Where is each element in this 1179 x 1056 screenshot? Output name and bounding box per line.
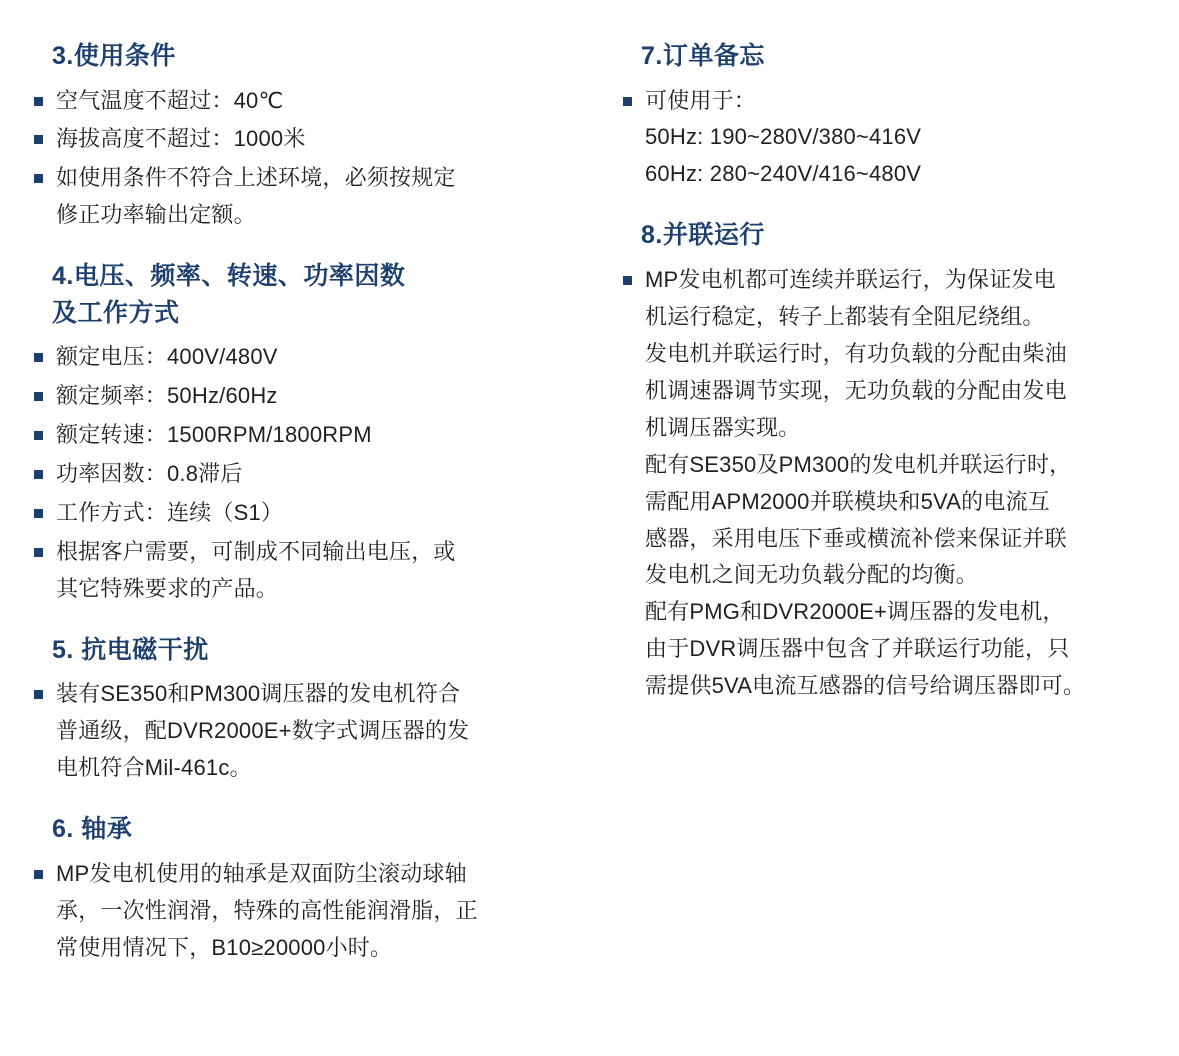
list-item-line: 装有SE350和PM300调压器的发电机符合: [56, 681, 461, 707]
list-item-line: 空气温度不超过：40℃: [56, 87, 284, 113]
list-item: [619, 83, 1164, 194]
section-list-8: [619, 262, 1164, 705]
section-list-3: [30, 83, 575, 235]
list-item: [30, 378, 575, 415]
list-item: [619, 262, 1164, 705]
list-item-line: 额定电压：400V/480V: [56, 344, 278, 370]
section-heading-3: 3.使用条件: [52, 42, 176, 70]
list-item-line: 普通级，配DVR2000E+数字式调压器的发: [56, 718, 470, 744]
two-column-layout: [30, 40, 1149, 969]
list-item-line: 承，一次性润滑，特殊的高性能润滑脂，正: [56, 897, 478, 923]
section-heading-5: 5. 抗电磁干扰: [52, 635, 209, 664]
list-item-line: 配有PMG和DVR2000E+调压器的发电机，: [645, 599, 1065, 625]
list-item: [30, 417, 575, 454]
list-item-line: 50Hz: 190~280V/380~416V: [645, 124, 922, 150]
right-column: [619, 40, 1164, 707]
list-item: [30, 121, 575, 158]
list-item-line: 可使用于：: [645, 87, 757, 113]
section-list-5: [30, 676, 575, 787]
list-item-line: 由于DVR调压器中包含了并联运行功能，只: [645, 636, 1070, 662]
list-item: [30, 83, 575, 120]
list-item-line: 根据客户需要，可制成不同输出电压，或: [56, 539, 456, 565]
section-heading-4-line2: 及工作方式: [52, 298, 180, 327]
list-item: [30, 534, 575, 608]
list-item-line: MP发电机都可连续并联运行，为保证发电: [645, 266, 1056, 292]
list-item-line: 机运行稳定，转子上都装有全阻尼绕组。: [645, 303, 1045, 329]
list-item-line: 感器，采用电压下垂或横流补偿来保证并联: [645, 525, 1067, 551]
list-item-line: 其它特殊要求的产品。: [56, 576, 279, 602]
left-column: [30, 40, 575, 969]
section-heading-6: 6. 轴承: [52, 815, 133, 844]
list-item-line: 发电机之间无功负载分配的均衡。: [645, 562, 979, 588]
section-list-7: [619, 83, 1164, 194]
list-item-line: 发电机并联运行时，有功负载的分配由柴油: [645, 340, 1067, 366]
list-item-line: 需提供5VA电流互感器的信号给调压器即可。: [645, 673, 1086, 699]
list-item-line: 60Hz: 280~240V/416~480V: [645, 161, 922, 187]
list-item-line: 修正功率输出定额。: [56, 202, 256, 228]
list-item-line: 功率因数：0.8滞后: [56, 461, 243, 487]
list-item: [30, 495, 575, 532]
list-item-line: 额定转速：1500RPM/1800RPM: [56, 422, 372, 448]
list-item-line: 配有SE350及PM300的发电机并联运行时，: [645, 451, 1072, 477]
section-heading-8: 8.并联运行: [641, 221, 765, 250]
section-heading-7: 7.订单备忘: [641, 42, 765, 70]
list-item-line: 机调速器调节实现，无功负载的分配由发电: [645, 377, 1067, 403]
list-item-line: 机调压器实现。: [645, 414, 801, 440]
list-item-line: 额定频率：50Hz/60Hz: [56, 383, 278, 409]
list-item-line: 常使用情况下，B10≥20000小时。: [56, 934, 393, 960]
list-item: [30, 339, 575, 376]
list-item: [30, 456, 575, 493]
list-item: [30, 160, 575, 234]
list-item-line: 如使用条件不符合上述环境，必须按规定: [56, 165, 456, 191]
list-item-line: 电机符合Mil-461c。: [56, 755, 252, 781]
section-heading-4: 4.电压、频率、转速、功率因数: [52, 262, 406, 291]
section-list-4: [30, 339, 575, 608]
list-item: [30, 676, 575, 787]
list-item: [30, 856, 575, 967]
list-item-line: 工作方式：连续（S1）: [56, 500, 284, 526]
list-item-line: 海拔高度不超过：1000米: [56, 126, 306, 152]
list-item-line: MP发电机使用的轴承是双面防尘滚动球轴: [56, 860, 467, 886]
section-list-6: [30, 856, 575, 967]
list-item-line: 需配用APM2000并联模块和5VA的电流互: [645, 488, 1050, 514]
